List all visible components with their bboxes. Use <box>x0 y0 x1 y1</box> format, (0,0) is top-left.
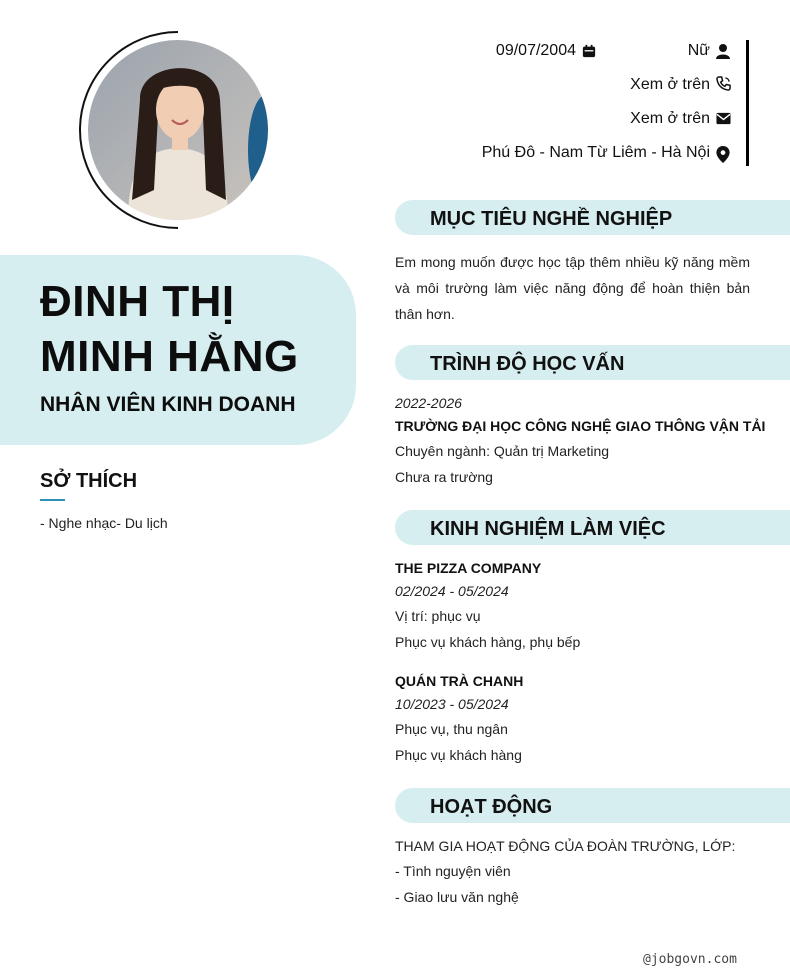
birthday-value: 09/07/2004 <box>495 42 576 59</box>
gender-value: Nữ <box>687 42 710 59</box>
job-period: 10/2023 - 05/2024 <box>395 696 509 712</box>
person-icon <box>715 43 731 59</box>
education-period: 2022-2026 <box>395 395 462 411</box>
avatar <box>88 40 268 220</box>
full-name-line2: MINH HẰNG <box>40 332 299 381</box>
activities-line: - Giao lưu văn nghệ <box>395 889 519 905</box>
footer-watermark: @jobgovn.com <box>643 952 737 967</box>
experience-heading: KINH NGHIỆM LÀM VIỆC <box>430 518 666 540</box>
objective-heading: MỤC TIÊU NGHỀ NGHIỆP <box>430 208 673 230</box>
activities-line: THAM GIA HOẠT ĐỘNG CỦA ĐOÀN TRƯỜNG, LỚP: <box>395 838 736 854</box>
contact-divider <box>746 40 749 166</box>
activities-line: - Tình nguyện viên <box>395 863 511 879</box>
full-name-line1: ĐINH THỊ <box>40 277 235 326</box>
email-value: Xem ở trên <box>630 110 710 127</box>
job-detail: Phục vụ khách hàng <box>395 747 522 763</box>
education-heading: TRÌNH ĐỘ HỌC VẤN <box>430 353 625 375</box>
job-company: QUÁN TRÀ CHANH <box>395 673 524 689</box>
calendar-icon <box>582 44 596 58</box>
envelope-icon <box>716 112 731 125</box>
address-value: Phú Đô - Nam Từ Liêm - Hà Nội <box>481 144 710 161</box>
education-major: Chuyên ngành: Quản trị Marketing <box>395 443 610 459</box>
hobbies-text: - Nghe nhạc- Du lịch <box>40 515 168 531</box>
objective-text: Em mong muốn được học tập thêm nhiều kỹ năng mềm và môi trường làm việc năng động để hoàn thiện bản thân hơn. <box>395 254 750 322</box>
hobbies-heading: SỞ THÍCH <box>40 470 138 492</box>
location-pin-icon <box>716 146 730 163</box>
education-school: TRƯỜNG ĐẠI HỌC CÔNG NGHỆ GIAO THÔNG VẬN TẢI <box>395 418 766 434</box>
job-detail: Vị trí: phục vụ <box>395 608 481 624</box>
job-detail: Phục vụ khách hàng, phụ bếp <box>395 634 581 650</box>
job-title: NHÂN VIÊN KINH DOANH <box>40 393 296 416</box>
job-period: 02/2024 - 05/2024 <box>395 583 509 599</box>
hobbies-underline <box>40 499 65 501</box>
education-status: Chưa ra trường <box>395 469 493 485</box>
activities-heading: HOẠT ĐỘNG <box>430 796 553 818</box>
job-company: THE PIZZA COMPANY <box>395 560 542 576</box>
phone-icon <box>716 76 731 91</box>
phone-value: Xem ở trên <box>630 76 710 93</box>
job-detail: Phục vụ, thu ngân <box>395 721 508 737</box>
